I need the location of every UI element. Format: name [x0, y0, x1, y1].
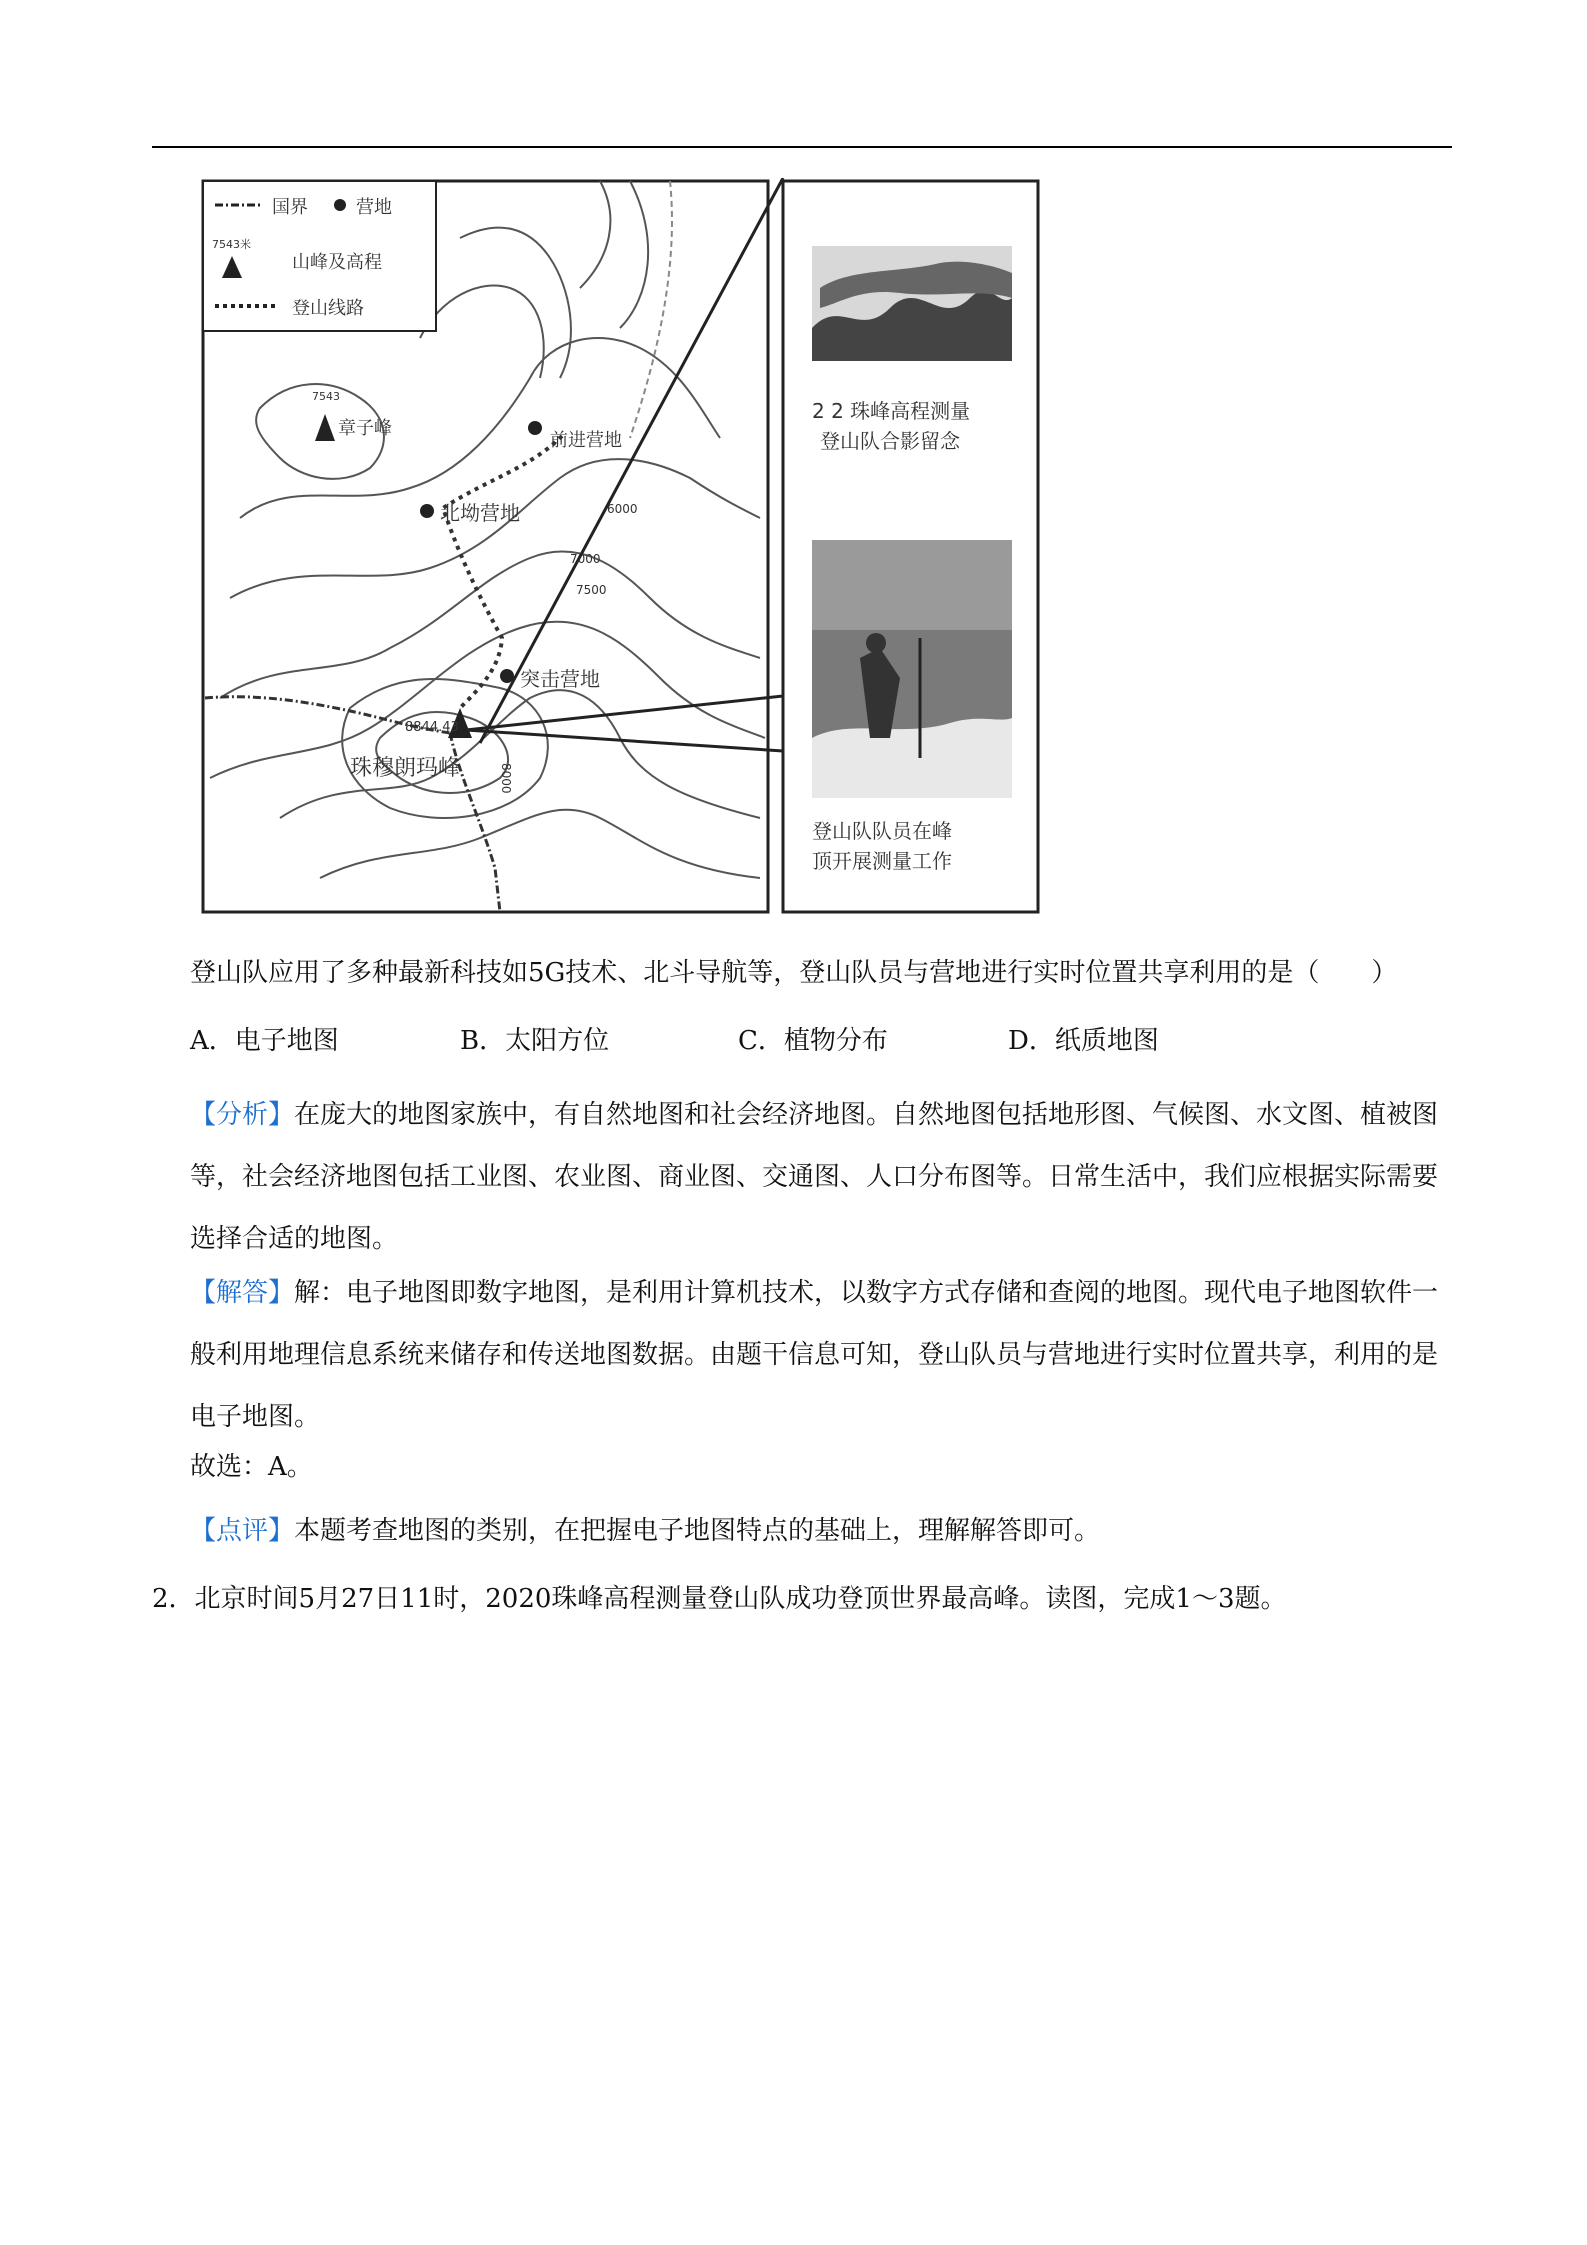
option-c: C．植物分布 — [738, 1026, 888, 1056]
question-stem — [190, 956, 1460, 990]
header-rule — [152, 146, 1452, 148]
choice-text: 故选：A。 — [190, 1452, 313, 1482]
analysis-paragraph — [190, 1084, 1460, 1270]
photo1-caption-line1: 2 2 珠峰高程测量 — [812, 399, 971, 423]
comment-paragraph — [190, 1514, 1460, 1548]
photo1-caption-line2: 登山队合影留念 — [820, 429, 960, 453]
analysis-text: 在庞大的地图家族中，有自然地图和社会经济地图。自然地图包括地形图、气候图、水文图、植被图等，社会经济地图包括工业图、农业图、商业图、交通图、人口分布图等。日常生活中，我们应根据实际需要选择合适的地图。 — [190, 1100, 1439, 1254]
peak-name-zhangzi: 章子峰 — [338, 418, 392, 439]
question-stem-text: 登山队应用了多种最新科技如5G技术、北斗导航等，登山队员与营地进行实时位置共享利用的是（ ） — [190, 958, 1398, 988]
comment-text: 本题考查地图的类别，在把握电子地图特点的基础上，理解解答即可。 — [294, 1516, 1101, 1546]
option-b: B．太阳方位 — [460, 1026, 610, 1056]
answer-paragraph — [190, 1262, 1460, 1448]
answer-tag: 【解答】 — [190, 1278, 295, 1308]
option-d: D．纸质地图 — [1008, 1026, 1159, 1056]
camp-dot-north — [420, 504, 434, 518]
camp-label-assault: 突击营地 — [520, 667, 600, 691]
option-a: A．电子地图 — [190, 1026, 339, 1056]
analysis-tag: 【分析】 — [190, 1100, 295, 1130]
photo2-caption-line1: 登山队队员在峰 — [812, 819, 952, 843]
map-figure — [200, 178, 1041, 915]
legend-peak-label: 山峰及高程 — [292, 252, 382, 273]
photo2-caption-line2: 顶开展测量工作 — [812, 849, 952, 873]
contour-label-7500: 7500 — [576, 583, 607, 597]
next-question-text: 2．北京时间5月27日11时，2020珠峰高程测量登山队成功登顶世界最高峰。读图，完成1～3题。 — [152, 1584, 1287, 1614]
peak-elev-zhangzi: 7543 — [312, 390, 340, 403]
next-question — [152, 1582, 1452, 1616]
contour-label-8000: 8000 — [499, 763, 513, 794]
summit-photo — [812, 540, 1012, 798]
legend-camp-dot — [334, 199, 346, 211]
group-photo — [812, 246, 1012, 361]
camp-label-advance: 前进营地 — [550, 430, 622, 451]
peak-elev-everest: 8844.43 — [405, 720, 459, 735]
legend-border-label: 国界 — [272, 197, 308, 218]
contour-label-6000: 6000 — [607, 502, 638, 516]
legend-route-label: 登山线路 — [292, 298, 364, 319]
legend-peak-elev: 7543米 — [212, 238, 251, 251]
camp-label-north: 北坳营地 — [440, 501, 520, 525]
contour-label-7000: 7000 — [570, 552, 601, 566]
answer-text: 解：电子地图即数字地图，是利用计算机技术，以数字方式存储和查阅的地图。现代电子地图软件一般利用地理信息系统来储存和传送地图数据。由题干信息可知，登山队员与营地进行实时位置共享，利用的是电子地图。 — [190, 1278, 1439, 1432]
legend-camp-label: 营地 — [356, 197, 392, 218]
peak-name-everest: 珠穆朗玛峰 — [350, 756, 461, 781]
choice-line — [190, 1450, 1460, 1484]
comment-tag: 【点评】 — [190, 1516, 295, 1546]
camp-dot-advance — [528, 421, 542, 435]
map-svg — [200, 178, 1041, 915]
